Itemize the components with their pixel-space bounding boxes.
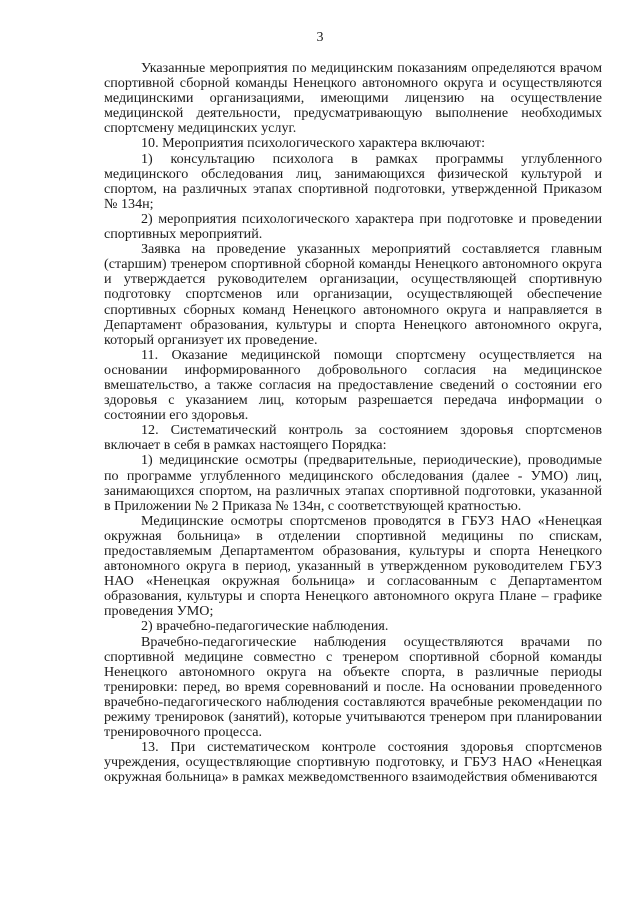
paragraph: 13. При систематическом контроле состояния здоровья спортсменов учреждения, осуществляющие спортивную подготовку, и ГБУЗ НАО «Ненецкая окружная больница» в рамках межведомственного взаимодействия обмениваются bbox=[104, 739, 602, 786]
paragraph: 10. Мероприятия психологического характера включают: bbox=[141, 135, 486, 152]
paragraph: 12. Систематический контроль за состоянием здоровья спортсменов включает в себя в рамках настоящего Порядка: bbox=[104, 422, 602, 454]
document-body bbox=[104, 61, 602, 786]
paragraph: Указанные мероприятия по медицинским показаниям определяются врачом спортивной сборной команды Ненецкого автономного округа и осуществляются медицинскими организациями, имеющими лицензию на осуществление медицинской деятельности, предусматривающую выполнение необходимых спортсмену медицинских услуг. bbox=[104, 60, 602, 137]
paragraph: Медицинские осмотры спортсменов проводятся в ГБУЗ НАО «Ненецкая окружная больница» в отделении спортивной медицины по спискам, предоставляемым Департаментом образования, культуры и спорта Ненецкого автономного округа в период, указанный в утвержденном руководителем ГБУЗ НАО «Ненецкая окружная больница» и согласованным с Департаментом образования, культуры и спорта Ненецкого автономного округа Плане – графике проведения УМО; bbox=[104, 512, 602, 620]
paragraph: 2) мероприятия психологического характера при подготовке и проведении спортивных мероприятий. bbox=[104, 210, 602, 243]
page-number: 3 bbox=[316, 30, 324, 45]
paragraph: 11. Оказание медицинской помощи спортсмену осуществляется на основании информированного добровольного согласия на медицинское вмешательство, а также согласия на предоставление сведений о состоянии его здоровья с указанием лиц, которым разрешается передача информации о состоянии его здоровья. bbox=[104, 346, 602, 424]
paragraph: 1) консультацию психолога в рамках программы углубленного медицинского обследования лиц, занимающихся физической культурой и спортом, на различных этапах спортивной подготовки, утвержденной Приказом № 134н; bbox=[104, 150, 602, 212]
paragraph: 2) врачебно-педагогические наблюдения. bbox=[141, 618, 389, 635]
paragraph: Врачебно-педагогические наблюдения осуществляются врачами по спортивной медицине совместно с тренером спортивной сборной команды Ненецкого автономного округа на объекте спорта, в различные периоды тренировки: перед, во время соревнований и после. На основании проведенного врачебно-педагогического наблюдения составляются врачебные рекомендации по режиму тренировок (занятий), которые учитываются тренером при планировании тренировочного процесса. bbox=[104, 633, 602, 741]
paragraph: 1) медицинские осмотры (предварительные, периодические), проводимые по программе углубленного медицинского обследования (далее - УМО) лиц, занимающихся спортом, на различных этапах спортивной подготовки, указанной в Приложении № 2 Приказа № 134н, с соответствующей кратностью. bbox=[104, 452, 602, 514]
paragraph: Заявка на проведение указанных мероприятий составляется главным (старшим) тренером спортивной сборной команды Ненецкого автономного округа и утверждается руководителем организации, осуществляющей спортивную подготовку спортсменов или организации, осуществляющей обеспечение спортивных сборных команд Ненецкого автономного округа и направляется в Департамент образования, культуры и спорта Ненецкого автономного округа, который организует их проведение. bbox=[104, 241, 602, 348]
